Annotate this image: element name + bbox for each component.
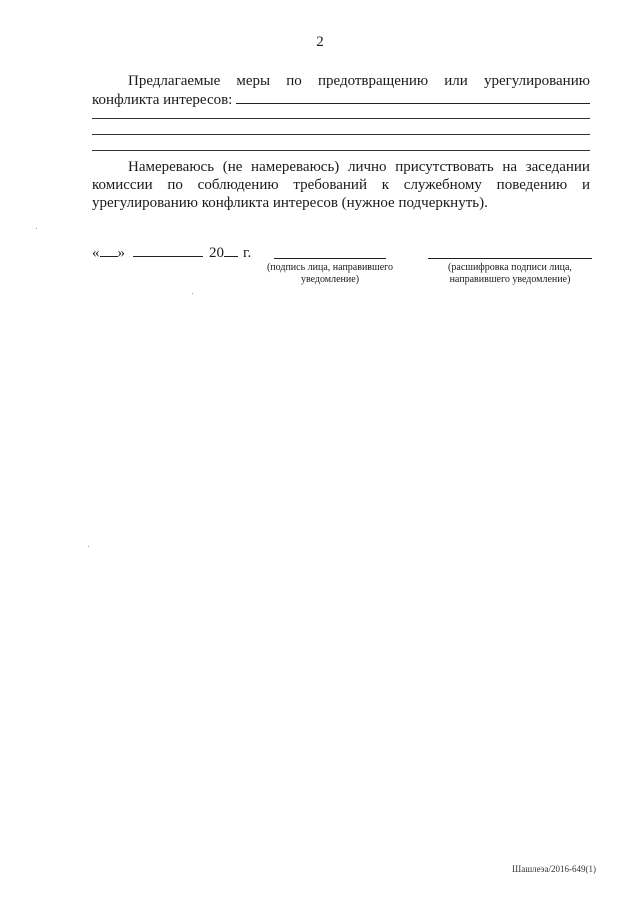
word: Предлагаемые: [128, 73, 221, 89]
scan-speck: [192, 293, 193, 294]
word: заседании: [525, 159, 590, 175]
word: (не: [222, 159, 243, 175]
day-input-line[interactable]: [100, 243, 118, 257]
signature-decoding-caption: [420, 262, 600, 286]
signature-caption-line: уведомление): [300, 274, 360, 285]
signature-decoding-input-line[interactable]: [428, 258, 592, 259]
page-number: 2: [316, 34, 324, 50]
word: к: [381, 177, 390, 193]
year-suffix: г.: [243, 245, 252, 261]
word: требований: [293, 177, 367, 193]
document-reference: Шашлеэа/2016-649(1): [512, 864, 596, 874]
measures-line-2: [92, 90, 590, 109]
word: по: [286, 73, 302, 89]
year-input-line[interactable]: [224, 243, 238, 257]
quote-open: «: [92, 245, 100, 261]
intention-line-2: [92, 176, 590, 194]
measures-line-1: [128, 72, 590, 90]
measures-input-line[interactable]: [92, 134, 590, 135]
word: поведению: [496, 177, 568, 193]
word: присутствовать: [395, 159, 494, 175]
word: соблюдению: [197, 177, 279, 193]
intention-line-3: урегулированию конфликта интересов (нужное подчеркнуть).: [92, 195, 488, 211]
measures-input-line[interactable]: [92, 118, 590, 119]
quote-close: »: [117, 245, 125, 261]
word: и: [581, 177, 590, 193]
decoding-caption-line: направившего уведомление): [449, 274, 571, 285]
word: урегулированию: [483, 73, 590, 89]
measures-input-line[interactable]: [236, 90, 590, 104]
word: лично: [347, 159, 387, 175]
signature-caption: [236, 262, 424, 286]
month-input-line[interactable]: [133, 243, 203, 257]
measures-input-line[interactable]: [92, 150, 590, 151]
date-field: [92, 243, 251, 262]
intention-line-1: [128, 158, 590, 176]
word: на: [502, 159, 518, 175]
word: служебному: [403, 177, 482, 193]
word: комиссии: [92, 177, 153, 193]
signature-caption-line: (подпись лица, направившего: [266, 262, 394, 273]
word: меры: [236, 73, 271, 89]
word: или: [444, 73, 468, 89]
signature-input-line[interactable]: [274, 258, 386, 259]
word: по: [167, 177, 183, 193]
decoding-caption-line: (расшифровка подписи лица,: [448, 262, 572, 273]
word: Намереваюсь: [128, 159, 215, 175]
scan-speck: [36, 228, 37, 229]
word: намереваюсь): [251, 159, 340, 175]
measures-label: конфликта интересов:: [92, 92, 233, 108]
word: предотвращению: [317, 73, 429, 89]
year-prefix: 20: [209, 245, 224, 261]
scan-speck: [88, 546, 89, 547]
